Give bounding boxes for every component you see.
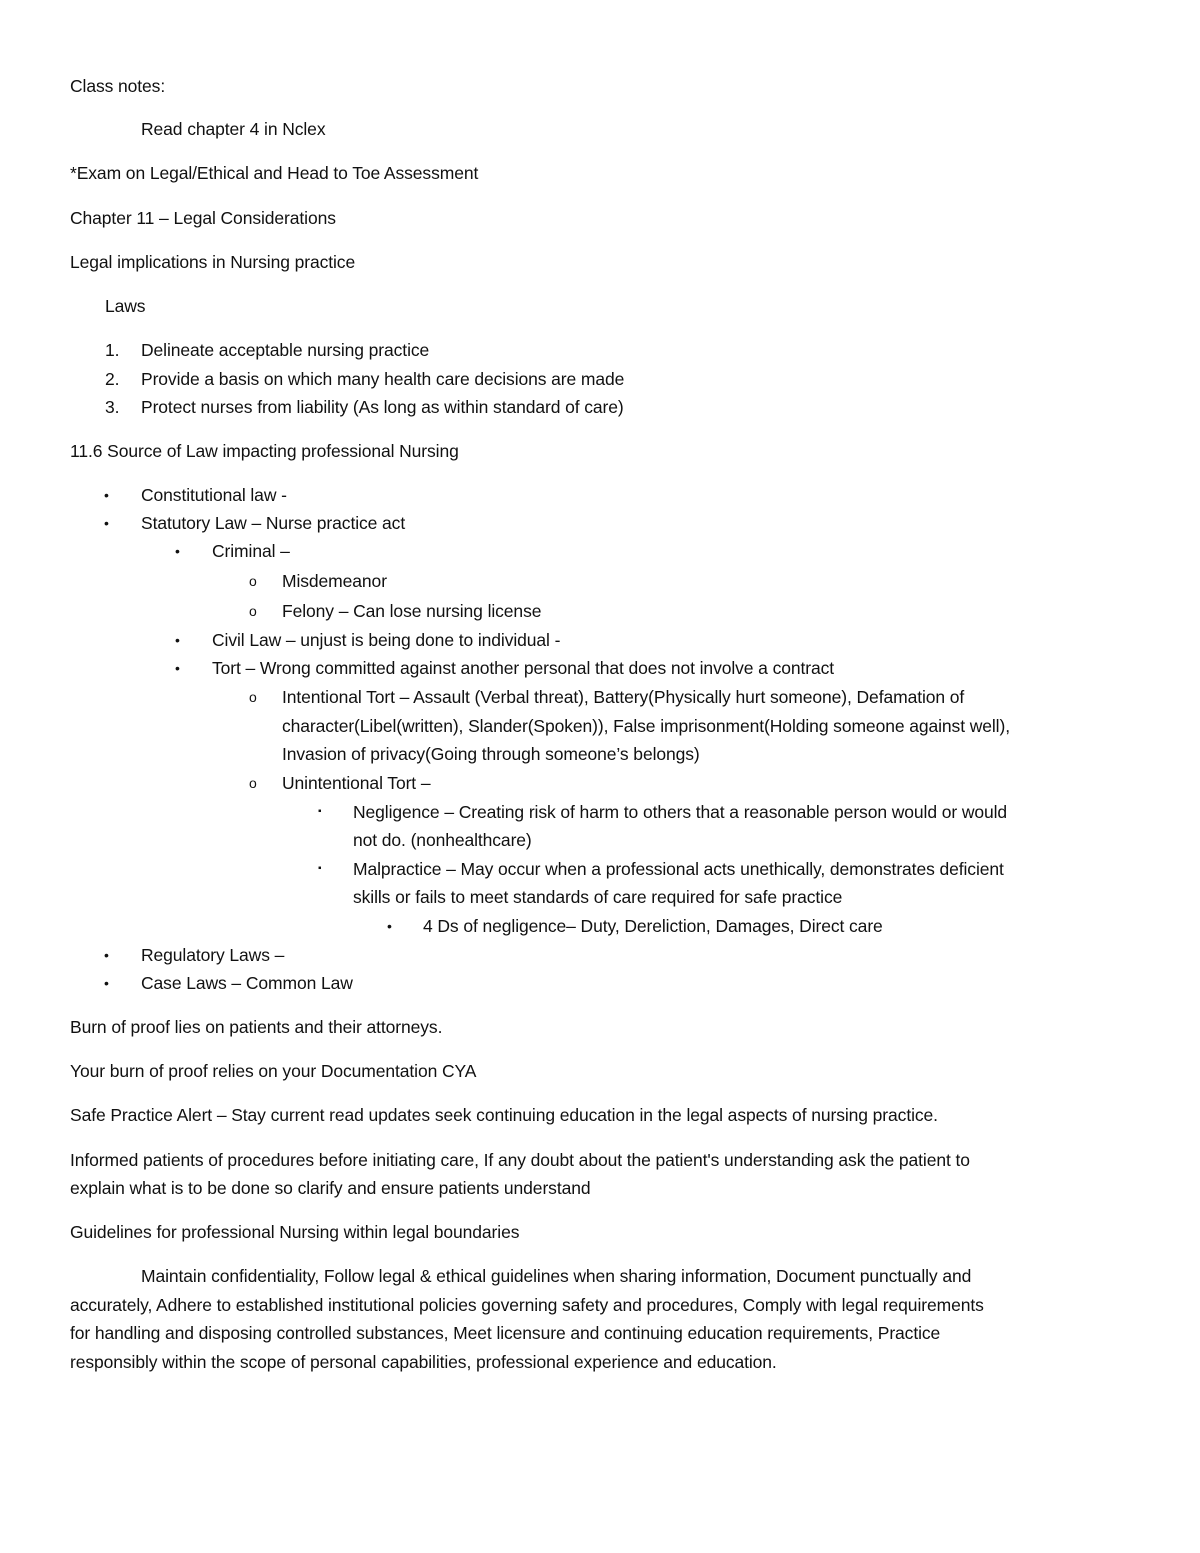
list-item: Malpractice – May occur when a professional acts unethically, demonstrates deficient xyxy=(353,859,1004,879)
guidelines-continuation: accurately, Adhere to established institutional policies governing safety and procedures, Comply with legal requirements xyxy=(70,1295,984,1315)
list-item: 4 Ds of negligence– Duty, Dereliction, Damages, Direct care xyxy=(423,916,883,936)
guidelines-paragraph: Maintain confidentiality, Follow legal & ethical guidelines when sharing information, Document punctually and xyxy=(141,1266,972,1286)
list-item: Delineate acceptable nursing practice xyxy=(141,340,430,360)
bullet-square-icon: ▪ xyxy=(318,806,322,817)
informed-patients-paragraph: Informed patients of procedures before initiating care, If any doubt about the patient's understanding ask the patient to xyxy=(70,1150,970,1170)
guidelines-continuation: responsibly within the scope of personal capabilities, professional experience and education. xyxy=(70,1352,777,1372)
bullet-circle-icon: o xyxy=(249,603,257,619)
list-item: Intentional Tort – Assault (Verbal threat), Battery(Physically hurt someone), Defamation of xyxy=(282,687,965,707)
read-chapter-note: Read chapter 4 in Nclex xyxy=(141,119,326,139)
list-item: Protect nurses from liability (As long as within standard of care) xyxy=(141,397,624,417)
chapter-title: Chapter 11 – Legal Considerations xyxy=(70,208,336,228)
bullet-dot-icon: • xyxy=(175,632,180,648)
list-item-continuation: character(Libel(written), Slander(Spoken)), False imprisonment(Holding someone against well), xyxy=(282,716,1010,736)
list-item: Civil Law – unjust is being done to individual - xyxy=(212,630,561,650)
list-item: Felony – Can lose nursing license xyxy=(282,601,542,621)
list-item: Regulatory Laws – xyxy=(141,945,285,965)
bullet-dot-icon: • xyxy=(175,660,180,676)
informed-patients-continuation: explain what is to be done so clarify and ensure patients understand xyxy=(70,1178,591,1198)
list-number: 1. xyxy=(105,340,120,360)
safe-practice-alert: Safe Practice Alert – Stay current read updates seek continuing education in the legal aspects of nursing practice. xyxy=(70,1105,938,1125)
list-number: 2. xyxy=(105,369,120,389)
your-burn-note: Your burn of proof relies on your Documentation CYA xyxy=(70,1061,477,1081)
bullet-square-icon: ▪ xyxy=(318,863,322,874)
list-item-continuation: skills or fails to meet standards of care required for safe practice xyxy=(353,887,843,907)
guidelines-heading: Guidelines for professional Nursing within legal boundaries xyxy=(70,1222,520,1242)
bullet-circle-icon: o xyxy=(249,573,257,589)
bullet-dot-icon: • xyxy=(175,543,180,559)
legal-implications-heading: Legal implications in Nursing practice xyxy=(70,252,356,272)
list-item: Constitutional law - xyxy=(141,485,287,505)
exam-note: *Exam on Legal/Ethical and Head to Toe Assessment xyxy=(70,163,479,183)
list-item-continuation: Invasion of privacy(Going through someone’s belongs) xyxy=(282,744,700,764)
list-item-continuation: not do. (nonhealthcare) xyxy=(353,830,532,850)
list-item: Provide a basis on which many health care decisions are made xyxy=(141,369,625,389)
list-item: Case Laws – Common Law xyxy=(141,973,353,993)
list-item: Misdemeanor xyxy=(282,571,387,591)
source-of-law-heading: 11.6 Source of Law impacting professional Nursing xyxy=(70,441,459,461)
list-number: 3. xyxy=(105,397,120,417)
list-item: Negligence – Creating risk of harm to others that a reasonable person would or would xyxy=(353,802,1008,822)
bullet-dot-icon: • xyxy=(387,918,392,934)
bullet-circle-icon: o xyxy=(249,689,257,705)
bullet-dot-icon: • xyxy=(104,487,109,503)
laws-heading: Laws xyxy=(105,296,146,316)
bullet-dot-icon: • xyxy=(104,515,109,531)
bullet-circle-icon: o xyxy=(249,775,257,791)
bullet-dot-icon: • xyxy=(104,975,109,991)
guidelines-continuation: for handling and disposing controlled substances, Meet licensure and continuing education requirements, Practice xyxy=(70,1323,941,1343)
list-item: Statutory Law – Nurse practice act xyxy=(141,513,406,533)
burn-of-proof-note: Burn of proof lies on patients and their attorneys. xyxy=(70,1017,443,1037)
list-item: Criminal – xyxy=(212,541,290,561)
class-notes-heading: Class notes: xyxy=(70,76,166,96)
bullet-dot-icon: • xyxy=(104,947,109,963)
list-item: Tort – Wrong committed against another personal that does not involve a contract xyxy=(212,658,835,678)
list-item: Unintentional Tort – xyxy=(282,773,431,793)
